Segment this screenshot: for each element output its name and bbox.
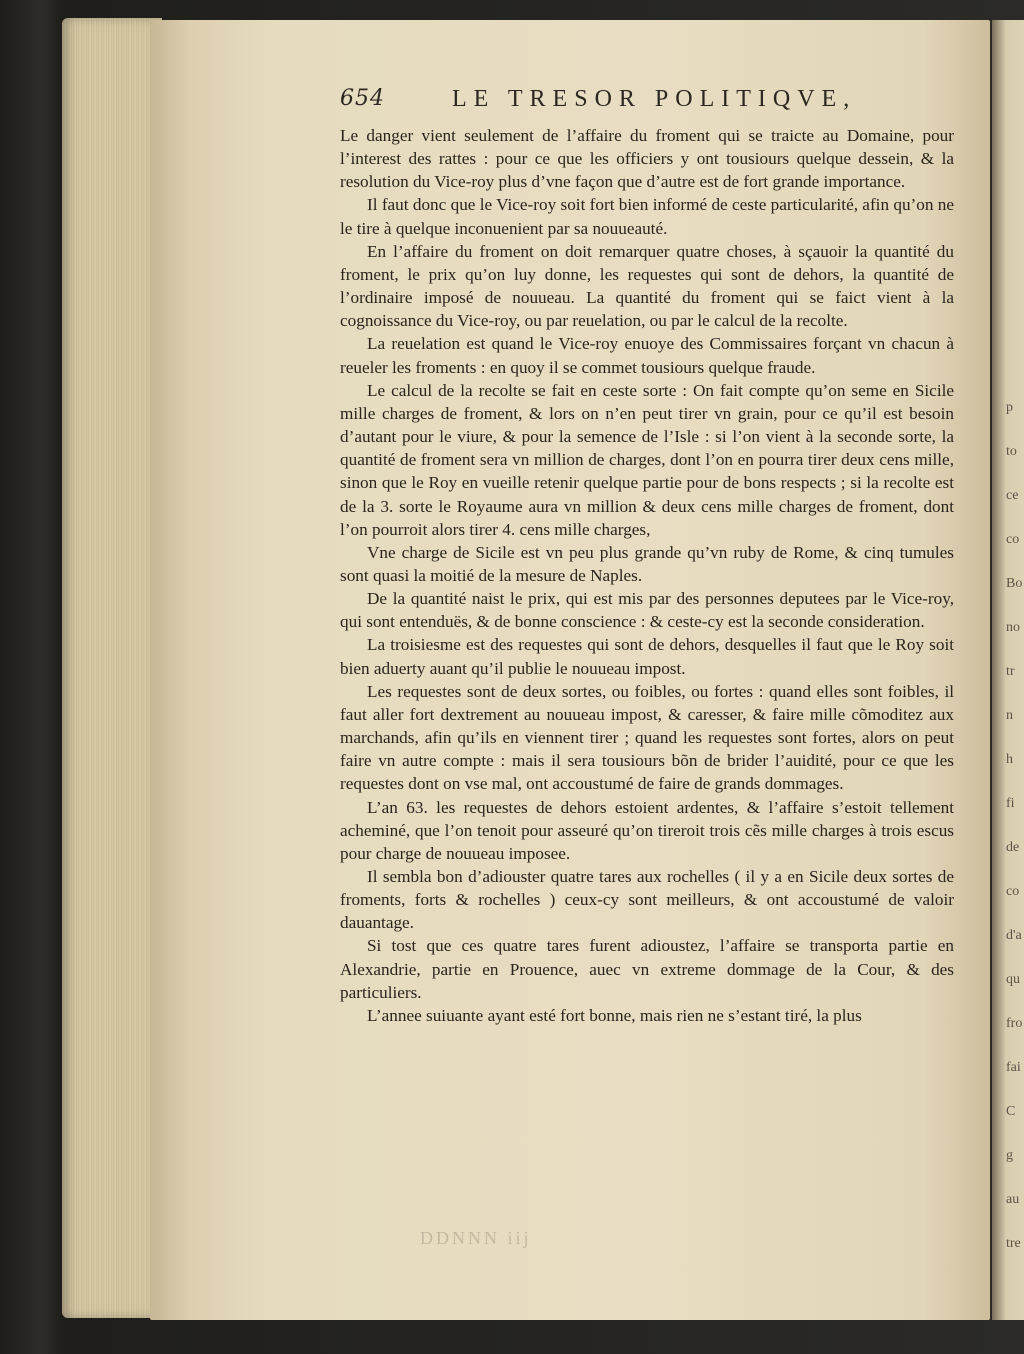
page-number: 654 — [340, 86, 385, 111]
facing-page-fragment: co — [1006, 532, 1020, 547]
show-through-signature: DDNNN iij — [420, 1228, 532, 1248]
paragraph: De la quantité naist le prix, qui est mis par des personnes deputees par le Vice-roy, qui sont entenduës, & de bonne conscience : & ceste-cy est la seconde consideration. — [340, 589, 954, 632]
facing-page-fragment: g — [1006, 1148, 1013, 1163]
paragraph: La troisiesme est des requestes qui sont de dehors, desquelles il faut que le Roy soit bien aduerty auant qu’il publie le nouueau impost. — [340, 635, 954, 678]
paragraph: L’an 63. les requestes de dehors estoient ardentes, & l’affaire s’estoit tellement acheminé, que l’on tenoit pour asseuré qu’on tireroit trois cẽs mille charges à trois escus pour charge de nouueau imposee. — [340, 797, 954, 863]
facing-page-fragment: fai — [1006, 1060, 1021, 1075]
running-title: LE TRESOR POLITIQVE, — [452, 86, 857, 112]
facing-page-fragment: tr — [1006, 664, 1015, 679]
facing-page-fragment: co — [1006, 884, 1020, 899]
facing-page-fragment: n — [1006, 708, 1013, 723]
paragraph: Les requestes sont de deux sortes, ou foibles, ou fortes : quand elles sont foibles, il faut aller fort dextrement au nouueau impost, & caresser, & faire mille cõmoditez aux marchands, afin qu’ils en viennent tirer ; quand les requestes sont fortes, alors on peut faire vn autre compte : mais il sera tousiours bõn de brider l’auidité, pour ce que les requestes dont on vse mal, ont accoustumé de faire de grands dommages. — [340, 681, 954, 794]
page-stack-edge — [62, 18, 162, 1318]
facing-page-fragment: Bo — [1006, 576, 1023, 591]
facing-page-fragment: qu — [1006, 972, 1020, 987]
facing-page-fragment: ce — [1006, 488, 1019, 503]
paragraph: Le danger vient seulement de l’affaire du froment qui se traicte au Domaine, pour l’interest des rattes : pour ce que les officiers y ont tousiours quelque dessein, & la resolution du Vice-roy plus d’vne façon que d’autre est de fort grande importance. — [340, 126, 954, 192]
facing-page-fragment: no — [1006, 620, 1020, 635]
facing-page-fragment: tre — [1006, 1236, 1021, 1251]
body-text — [340, 124, 954, 1027]
paragraph: En l’affaire du froment on doit remarquer quatre choses, à sçauoir la quantité du froment, le prix qu’on luy donne, les requestes qui sont de dehors, la quantité de l’ordinaire imposé de nouueau. La quantité du froment qui se faict vient à la cognoissance du Vice-roy, ou par reuelation, ou par le calcul de la recolte. — [340, 241, 954, 331]
paragraph: Il faut donc que le Vice-roy soit fort bien informé de ceste particularité, afin qu’on ne le tire à quelque inconuenient par sa nouueauté. — [340, 195, 954, 238]
facing-page-fragment: fi — [1006, 796, 1015, 811]
facing-page-edge — [992, 20, 1024, 1320]
facing-page-fragment: d'a — [1006, 928, 1022, 943]
paragraph: La reuelation est quand le Vice-roy enuoye des Commissaires forçant vn chacun à reueler les froments : en quoy il se commet tousiours quelque fraude. — [340, 334, 954, 377]
facing-page-fragment: fro — [1006, 1016, 1023, 1031]
facing-page-fragment: C — [1006, 1104, 1016, 1119]
facing-page-fragment: to — [1006, 444, 1017, 459]
paragraph: Le calcul de la recolte se fait en ceste sorte : On fait compte qu’on seme en Sicile mille charges de froment, & lors on n’en peut tirer vn grain, pour ce qu’il est besoin d’autant pour le viure, & pour la semence de l’Isle : si l’on vient à la seconde sorte, la quantité de froment sera vn million de charges, dont l’on en pourra tirer deux cens mille, sinon que le Roy en vueille retenir quelque partie pour de bons respects ; si la recolte est de la 3. sorte le Royaume aura vn million & deux cens mille charges de froment, dont l’on pourroit alors tirer 4. cens mille charges, — [340, 380, 954, 539]
paragraph: Il sembla bon d’adiouster quatre tares aux rochelles ( il y a en Sicile deux sortes de froments, forts & rochelles ) ceux-cy sont meilleurs, & ont accoustumé de valoir dauantage. — [340, 867, 954, 933]
facing-page-fragment: p — [1006, 400, 1013, 415]
facing-page-fragment: au — [1006, 1192, 1020, 1207]
paragraph: Si tost que ces quatre tares furent adioustez, l’affaire se transporta partie en Alexandrie, partie en Prouence, auec vn extreme dommage de la Cour, & des particuliers. — [340, 936, 954, 1002]
facing-page-fragment: de — [1006, 840, 1020, 855]
page-header — [340, 86, 1000, 120]
paragraph: Vne charge de Sicile est vn peu plus grande qu’vn ruby de Rome, & cinq tumules sont quasi la moitié de la mesure de Naples. — [340, 542, 954, 585]
paragraph: L’annee suiuante ayant esté fort bonne, mais rien ne s’estant tiré, la plus — [367, 1005, 862, 1025]
facing-page-fragment: h — [1006, 752, 1013, 767]
